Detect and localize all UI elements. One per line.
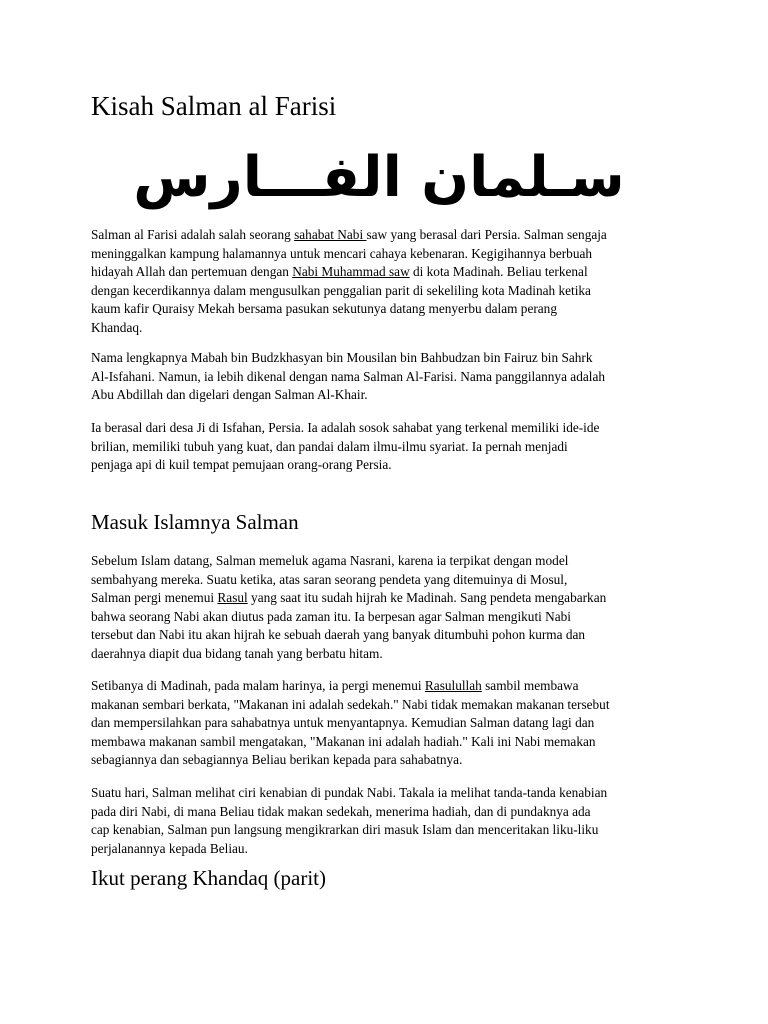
text-line: penjaga api di kuil tempat pemujaan orang-orang Persia. <box>91 457 392 472</box>
text-span: Setibanya di Madinah, pada malam harinya, ia pergi menemui <box>91 678 425 693</box>
arabic-title: سـلمان الفـــارس <box>133 145 625 210</box>
text-span: yang saat itu sudah hijrah ke Madinah. Sang pendeta mengabarkan <box>247 590 607 605</box>
text-line <box>91 589 691 608</box>
text-line: Al-Isfahani. Namun, ia lebih dikenal dengan nama Salman Al-Farisi. Nama panggilannya adalah <box>91 368 605 384</box>
text-line: bahwa seorang Nabi akan diutus pada zaman itu. Ia berpesan agar Salman mengikuti Nabi <box>91 608 571 624</box>
intro-paragraph-1 <box>91 226 691 337</box>
text-line: Ia berasal dari desa Ji di Isfahan, Persia. Ia adalah sosok sahabat yang terkenal memiliki ide-ide <box>91 420 600 435</box>
text-line: dengan kecerdikannya dalam mengusulkan penggalian parit di sekeliling kota Madinah ketika <box>91 282 591 298</box>
text-span: sambil membawa <box>481 678 579 693</box>
text-line: Suatu hari, Salman melihat ciri kenabian di pundak Nabi. Takala ia melihat tanda-tanda kenabian <box>91 785 608 800</box>
text-span: Salman pergi menemui <box>91 590 218 605</box>
text-line: tersebut dan Nabi itu akan hijrah ke sebuah daerah yang banyak ditumbuhi pohon kurma dan <box>91 627 586 642</box>
text-line: kaum kafir Quraisy Mekah bersama pasukan sekutunya datang menyerbu dalam perang <box>91 301 557 316</box>
intro-paragraph-3 <box>91 419 691 475</box>
link-rasul[interactable]: Rasul <box>217 590 248 605</box>
text-line <box>91 263 691 282</box>
page-title: Kisah Salman al Farisi <box>91 91 337 121</box>
text-line: Sebelum Islam datang, Salman memeluk agama Nasrani, karena ia terpikat dengan model <box>91 553 569 568</box>
text-line: perjalanannya kepada Beliau. <box>91 840 248 856</box>
text-span: hidayah Allah dan pertemuan dengan <box>91 264 293 279</box>
link-rasulullah[interactable]: Rasulullah <box>424 678 482 693</box>
intro-paragraph-2 <box>91 349 691 405</box>
section2-paragraph-1 <box>91 552 691 663</box>
text-line: dan mempersilahkan para sahabatnya untuk menyantapnya. Kemudian Salman datang lagi dan <box>91 715 595 730</box>
text-line: Nama lengkapnya Mabah bin Budzkhasyan bin Mousilan bin Bahbudzan bin Fairuz bin Sahrk <box>91 350 593 365</box>
text-line: makanan sembari berkata, "Makanan ini adalah sedekah." Nabi tidak memakan makanan tersebut <box>91 696 610 712</box>
section-heading-perang-khandaq: Ikut perang Khandaq (parit) <box>91 866 326 890</box>
text-line: cap kenabian, Salman pun langsung mengikrarkan diri masuk Islam dan menceritakan liku-liku <box>91 822 599 837</box>
text-line <box>91 226 691 245</box>
text-line: membawa makanan sambil mengatakan, "Makanan ini adalah hadiah." Kali ini Nabi memakan <box>91 733 596 749</box>
text-span: Salman al Farisi adalah salah seorang <box>91 227 295 242</box>
text-line: sebagiannya dan sebagiannya Beliau berikan kepada para sahabatnya. <box>91 752 463 767</box>
section2-paragraph-3 <box>91 784 691 858</box>
text-line: Abu Abdillah dan digelari dengan Salman Al-Khair. <box>91 387 368 402</box>
text-line: pada diri Nabi, di mana Beliau tidak makan sedekah, menerima hadiah, dan di pundaknya ada <box>91 803 591 819</box>
text-span: di kota Madinah. Beliau terkenal <box>409 264 588 279</box>
section2-paragraph-2 <box>91 677 691 770</box>
text-line: sembahyang mereka. Suatu ketika, atas saran seorang pendeta yang ditemuinya di Mosul, <box>91 571 568 587</box>
text-line: daerahnya diapit dua bidang tanah yang berbatu hitam. <box>91 645 383 661</box>
text-span: saw yang berasal dari Persia. Salman sengaja <box>366 227 607 242</box>
text-line <box>91 677 691 696</box>
text-line: Khandaq. <box>91 319 143 335</box>
section-heading-masuk-islam: Masuk Islamnya Salman <box>91 510 299 534</box>
link-nabi-muhammad[interactable]: Nabi Muhammad saw <box>292 264 410 279</box>
text-line: meninggalkan kampung halamannya untuk mencari cahaya kebenaran. Kegigihannya berbuah <box>91 245 593 261</box>
text-line: brilian, memiliki tubuh yang kuat, dan pandai dalam ilmu-ilmu syariat. Ia pernah menjadi <box>91 438 568 454</box>
link-sahabat-nabi[interactable]: sahabat Nabi <box>294 227 367 242</box>
